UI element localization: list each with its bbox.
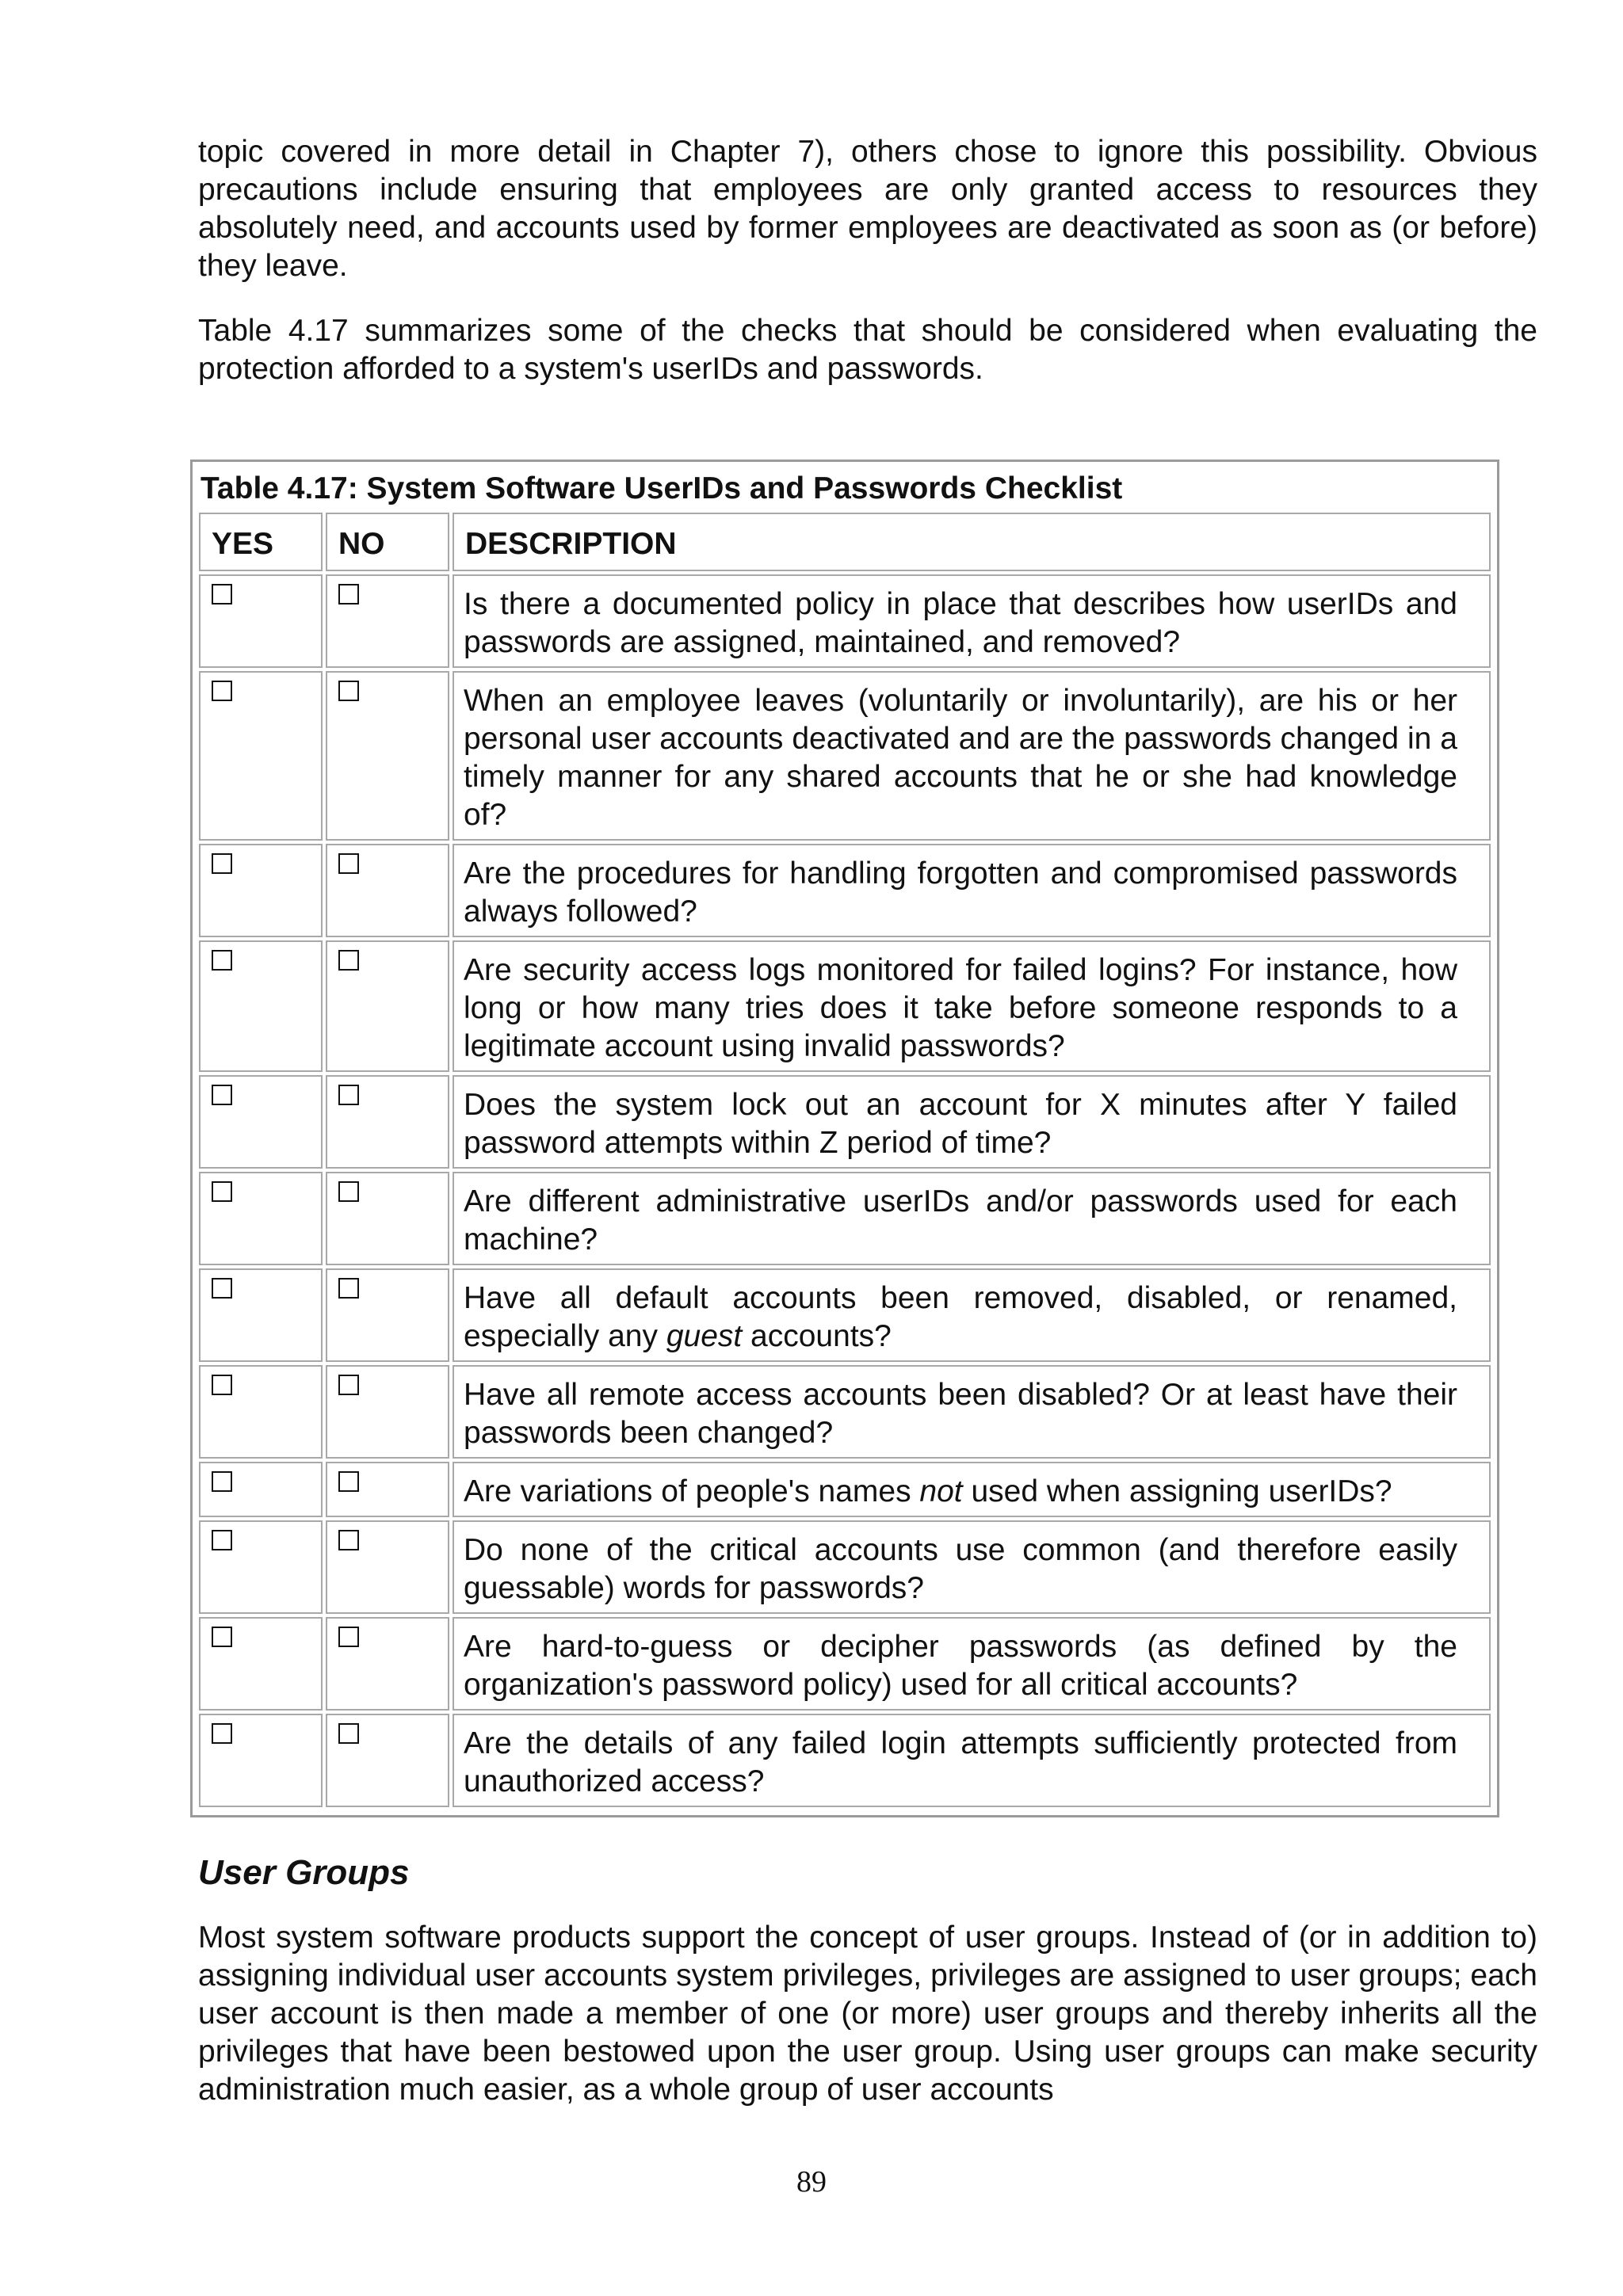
description-cell (453, 844, 1491, 937)
description-cell (453, 1172, 1491, 1265)
no-cell (326, 1520, 449, 1614)
no-checkbox[interactable] (338, 853, 359, 874)
description-cell (453, 1520, 1491, 1614)
no-checkbox[interactable] (338, 681, 359, 701)
yes-cell (199, 1462, 323, 1517)
yes-cell (199, 1268, 323, 1362)
description-text: Do none of the critical accounts use common (and therefore easily guessable) words for passwords? (464, 1533, 1457, 1605)
section-heading: User Groups (198, 1853, 410, 1892)
description-text: Are security access logs monitored for failed logins? For instance, how long or how many tries does it take before someone responds to a legitimate account using invalid passwords? (464, 953, 1457, 1063)
yes-checkbox[interactable] (212, 1627, 232, 1647)
yes-checkbox[interactable] (212, 1085, 232, 1105)
yes-cell (199, 1714, 323, 1807)
header-yes: YES (199, 513, 323, 571)
description-emphasis: not (919, 1474, 963, 1508)
header-no: NO (326, 513, 449, 571)
table-row (199, 1462, 1491, 1517)
page-content (198, 133, 1537, 2136)
no-cell (326, 1462, 449, 1517)
description-text-end: used when assigning userIDs? (962, 1474, 1392, 1508)
no-cell (326, 1268, 449, 1362)
description-cell (453, 1617, 1491, 1711)
yes-checkbox[interactable] (212, 1278, 232, 1299)
no-checkbox[interactable] (338, 584, 359, 605)
description-emphasis: guest (666, 1319, 743, 1353)
table-header-row (199, 513, 1491, 571)
no-checkbox[interactable] (338, 1471, 359, 1492)
yes-cell (199, 1365, 323, 1459)
intro-paragraph-2: Table 4.17 summarizes some of the checks that should be considered when evaluating the protection afforded to a system's userIDs and passwords. (198, 314, 1537, 386)
yes-checkbox[interactable] (212, 1723, 232, 1744)
no-cell (326, 844, 449, 937)
no-checkbox[interactable] (338, 1375, 359, 1395)
yes-checkbox[interactable] (212, 1530, 232, 1550)
no-cell (326, 1714, 449, 1807)
description-text: Are different administrative userIDs and/or passwords used for each machine? (464, 1184, 1457, 1257)
no-cell (326, 671, 449, 841)
no-checkbox[interactable] (338, 1627, 359, 1647)
description-cell (453, 574, 1491, 668)
yes-cell (199, 1617, 323, 1711)
checklist-grid (196, 509, 1494, 1810)
table-row (199, 940, 1491, 1072)
no-cell (326, 940, 449, 1072)
yes-cell (199, 844, 323, 937)
description-text: Have all remote access accounts been disabled? Or at least have their passwords been changed? (464, 1378, 1457, 1450)
no-checkbox[interactable] (338, 1723, 359, 1744)
no-cell (326, 1365, 449, 1459)
yes-checkbox[interactable] (212, 1471, 232, 1492)
table-title: Table 4.17: System Software UserIDs and Passwords Checklist (200, 471, 1123, 505)
table-row (199, 1268, 1491, 1362)
intro-paragraph-1: topic covered in more detail in Chapter 7), others chose to ignore this possibility. Obvious precautions include ensuring that employees are only granted access to resources they absolutely need, and accounts used by former employees are deactivated as soon as (or before) they leave. (198, 135, 1537, 283)
table-row (199, 1365, 1491, 1459)
table-row (199, 1520, 1491, 1614)
no-cell (326, 1172, 449, 1265)
yes-cell (199, 574, 323, 668)
yes-checkbox[interactable] (212, 1375, 232, 1395)
header-description: DESCRIPTION (453, 513, 1491, 571)
description-text: Does the system lock out an account for X minutes after Y failed password attempts within Z period of time? (464, 1088, 1457, 1160)
yes-cell (199, 671, 323, 841)
table-row (199, 671, 1491, 841)
description-text: Are the procedures for handling forgotten and compromised passwords always followed? (464, 856, 1457, 929)
yes-cell (199, 1520, 323, 1614)
yes-checkbox[interactable] (212, 950, 232, 971)
description-cell (453, 1268, 1491, 1362)
no-cell (326, 1075, 449, 1169)
no-cell (326, 574, 449, 668)
yes-cell (199, 1075, 323, 1169)
no-checkbox[interactable] (338, 1530, 359, 1550)
description-cell (453, 940, 1491, 1072)
section-paragraph: Most system software products support the concept of user groups. Instead of (or in addition to) assigning individual user accounts system privileges, privileges are assigned to user groups; each user account is then made a member of one (or more) user groups and thereby inherits all the privileges that have been bestowed upon the user group. Using user groups can make security administration much easier, as a whole group of user accounts (198, 1920, 1537, 2107)
description-text: When an employee leaves (voluntarily or involuntarily), are his or her personal user accounts deactivated and are the passwords changed in a timely manner for any shared accounts that he or she had knowledge of? (464, 684, 1457, 832)
table-row (199, 844, 1491, 937)
description-text: Are hard-to-guess or decipher passwords (as defined by the organization's password policy) used for all critical accounts? (464, 1630, 1457, 1702)
description-text: Are the details of any failed login attempts sufficiently protected from unauthorized access? (464, 1726, 1457, 1798)
description-cell (453, 1075, 1491, 1169)
table-row (199, 1075, 1491, 1169)
table-row (199, 1617, 1491, 1711)
description-cell (453, 1462, 1491, 1517)
checklist-table (190, 460, 1499, 1817)
description-cell (453, 671, 1491, 841)
description-text: Is there a documented policy in place that describes how userIDs and passwords are assigned, maintained, and removed? (464, 587, 1457, 659)
yes-checkbox[interactable] (212, 1181, 232, 1202)
no-checkbox[interactable] (338, 1278, 359, 1299)
yes-cell (199, 1172, 323, 1265)
yes-checkbox[interactable] (212, 853, 232, 874)
table-row (199, 574, 1491, 668)
yes-checkbox[interactable] (212, 584, 232, 605)
no-checkbox[interactable] (338, 1085, 359, 1105)
description-cell (453, 1714, 1491, 1807)
description-text-end: accounts? (742, 1319, 892, 1353)
description-text: Are variations of people's names (464, 1474, 920, 1508)
no-checkbox[interactable] (338, 1181, 359, 1202)
yes-cell (199, 940, 323, 1072)
no-cell (326, 1617, 449, 1711)
page-number: 89 (796, 2165, 827, 2199)
description-text: Have all default accounts been removed, disabled, or renamed, especially any (464, 1281, 1457, 1353)
table-row (199, 1172, 1491, 1265)
no-checkbox[interactable] (338, 950, 359, 971)
checklist-rows (199, 574, 1491, 1807)
description-cell (453, 1365, 1491, 1459)
table-row (199, 1714, 1491, 1807)
yes-checkbox[interactable] (212, 681, 232, 701)
